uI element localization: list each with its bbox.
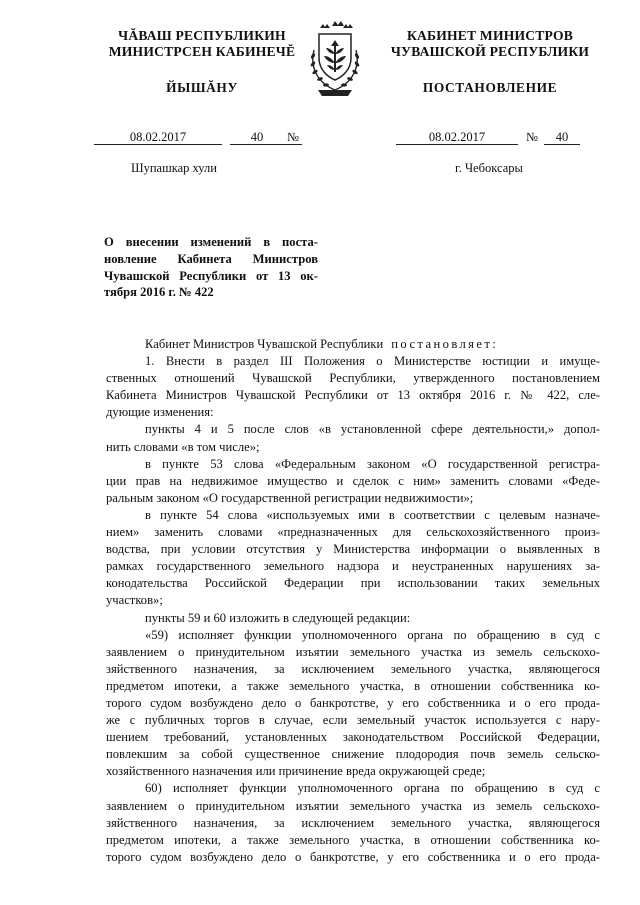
body-line: в пункте 53 слова «Федеральным законом «О государственной регистра- [145, 456, 600, 471]
title-line: тября 2016 г. № 422 [104, 285, 214, 300]
header-left-doc-type: ЙЫШĂНУ [166, 80, 238, 95]
body-line: Кабинета Министров Чувашской Республики от 13 октября 2016 г. № 422, сле- [106, 388, 600, 403]
body-line: предметом ипотеки, а также земельного участка, в отношении собственника ко- [106, 678, 600, 693]
header-right-doc-type: ПОСТАНОВЛЕНИЕ [422, 80, 558, 95]
number-right: 40 [544, 130, 580, 145]
body-line: хозяйственного назначения или причинение вреда окружающей среде; [106, 764, 486, 779]
body-line: «59) исполняет функции уполномоченного органа по обращению в суд с [145, 627, 600, 642]
body-line: участков»; [106, 593, 163, 608]
header-right-line1: КАБИНЕТ МИНИСТРОВ [406, 28, 574, 43]
chuvash-emblem-icon [302, 20, 368, 100]
intro-verb: постановляет: [391, 337, 499, 351]
title-line: Чувашской Республики от 13 ок- [104, 268, 318, 283]
header-left-line2: МИНИСТРСЕН КАБИНЕЧĔ [108, 44, 296, 59]
document-number-left [94, 130, 302, 146]
body-line: заявлением о принудительном изъятии земельного участка из земель сельскохо- [106, 798, 600, 813]
number-left: 40 [230, 130, 284, 145]
body-line: ции прав на недвижимое имущество и сделок с ним» заменить словами «Феде- [106, 473, 600, 488]
date-left: 08.02.2017 [94, 130, 222, 145]
body-line: торого судом возбуждено дело о банкротстве, у его собственника и о его прода- [106, 695, 600, 710]
body-line: водства, при условии отсутствия у Министерства информации о выявленных в [106, 542, 600, 557]
city-right: г. Чебоксары [455, 161, 523, 175]
body-line: ственных отношений Чувашской Республики, утвержденного постановлением [106, 371, 600, 386]
body-line: в пункте 54 слова «используемых ими в соответствии с целевым назначе- [145, 507, 600, 522]
body-line: зяйственного назначения, за исключением земельного участка, являющегося [106, 661, 600, 676]
header-left-block [82, 28, 322, 96]
body-line: ральным законом «О государственной регистрации недвижимости»; [106, 490, 474, 505]
title-line: О внесении изменений в поста- [104, 235, 318, 249]
document-body [106, 336, 600, 866]
intro-lead: Кабинет Министров Чувашской Республики [145, 337, 384, 351]
document-title [104, 234, 318, 301]
number-sign-left: № [284, 130, 302, 145]
body-line: повлекшим за собой существенное снижение плодородия почв земель сельско- [106, 747, 600, 762]
body-line: шением требований, установленных законодательством Российской Федерации, [106, 730, 600, 745]
body-line: 60) исполняет функции уполномоченного органа по обращению в суд с [145, 781, 600, 796]
body-line: нить словами «в том числе»; [106, 439, 260, 454]
header-right-block [370, 28, 610, 96]
header-left-line1: ЧĂВАШ РЕСПУБЛИКИН [118, 28, 286, 43]
number-sign-right: № [526, 130, 538, 144]
document-number-right [396, 130, 580, 146]
body-line: пункты 59 и 60 изложить в следующей редакции: [145, 610, 411, 625]
intro-paragraph [106, 336, 600, 353]
body-line: заявлением о принудительном изъятии земельного участка из земель сельскохо- [106, 644, 600, 659]
body-line: же с публичных торгов в случае, если земельный участок используется с нару- [106, 713, 600, 728]
title-line: новление Кабинета Министров [104, 251, 318, 266]
body-lines [106, 353, 600, 866]
body-line: торого судом возбуждено дело о банкротстве, у его собственника и о его прода- [106, 849, 600, 864]
header-right-line2: ЧУВАШСКОЙ РЕСПУБЛИКИ [390, 44, 590, 59]
body-line: нием» заменить словами «предназначенных для сельскохозяйственного произ- [106, 525, 600, 540]
body-line: конодательства Российской Федерации при использовании таких земельных [106, 576, 600, 591]
city-left: Шупашкар хули [131, 161, 217, 175]
body-line: 1. Внести в раздел III Положения о Министерстве юстиции и имуще- [145, 354, 600, 369]
body-line: зяйственного назначения, за исключением земельного участка, являющегося [106, 815, 600, 830]
body-line: рамках государственного земельного надзора и неустраненных нарушениях за- [106, 559, 600, 574]
date-right: 08.02.2017 [396, 130, 518, 145]
body-line: пункты 4 и 5 после слов «в установленной сфере деятельности,» допол- [145, 422, 600, 437]
body-line: дующие изменения: [106, 405, 214, 420]
body-line: предметом ипотеки, а также земельного участка, в отношении собственника ко- [106, 832, 600, 847]
